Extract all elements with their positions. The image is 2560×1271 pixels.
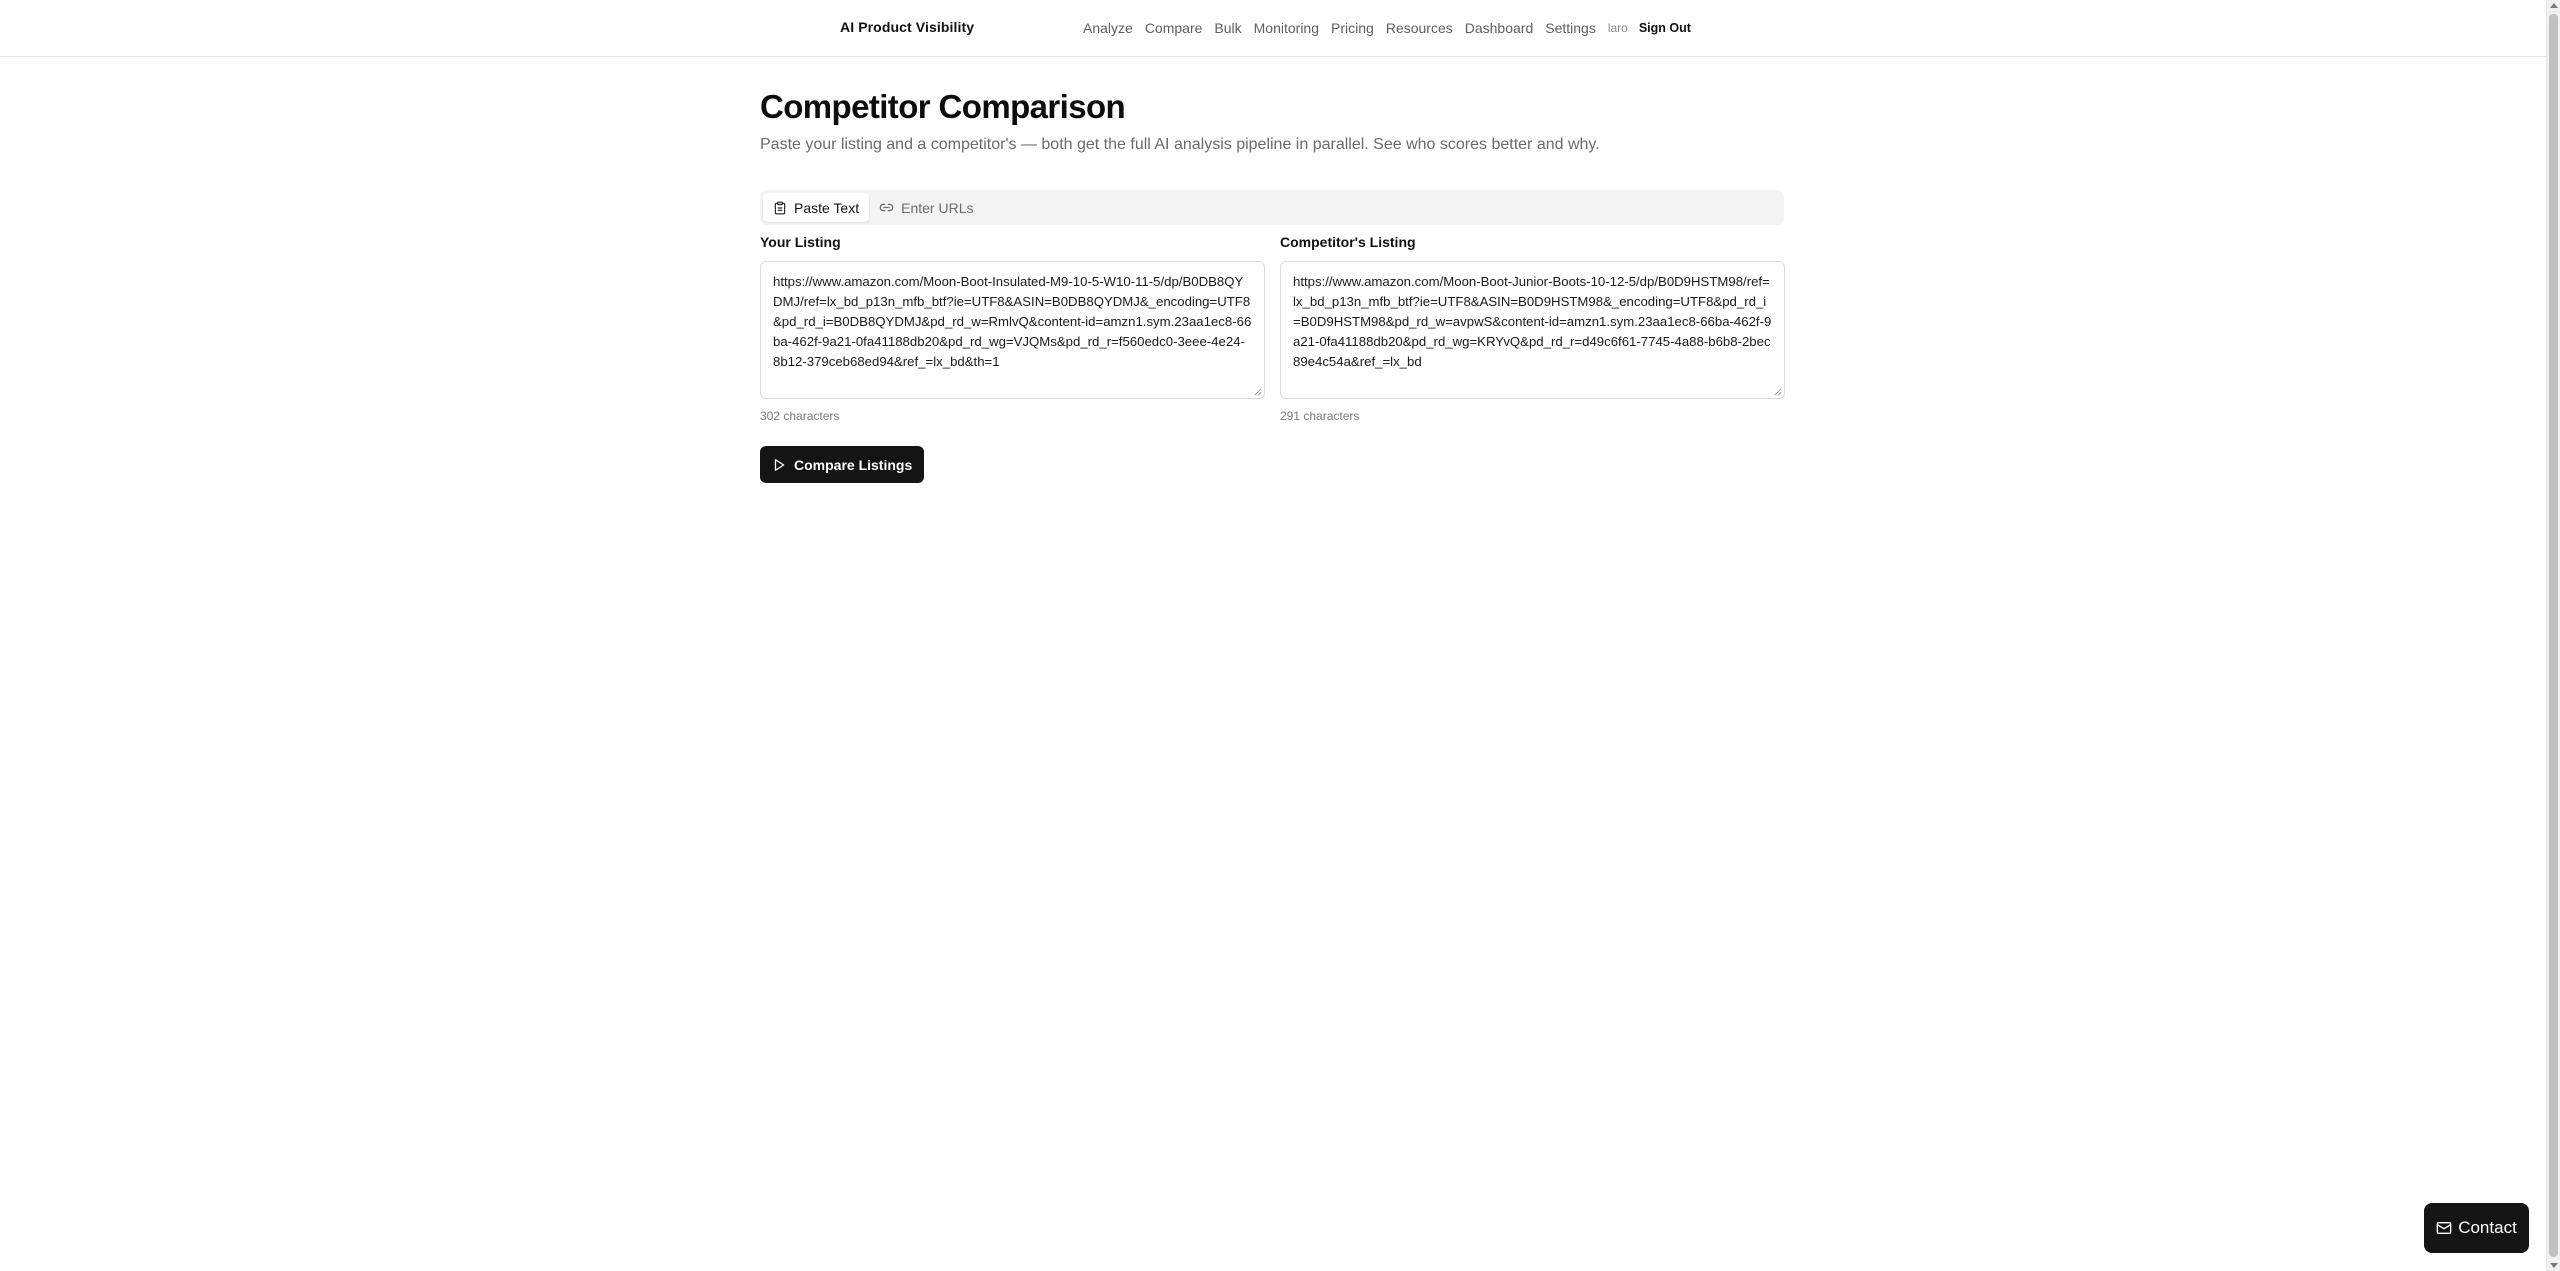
tab-paste-text-label: Paste Text <box>794 199 860 216</box>
top-navbar <box>0 0 2546 57</box>
your-listing-char-count: 302 characters <box>760 409 840 423</box>
tab-paste-text[interactable] <box>763 193 869 222</box>
sign-out-button[interactable]: Sign Out <box>1638 21 1691 35</box>
resize-handle-icon[interactable] <box>1773 387 1782 396</box>
nav-dashboard[interactable]: Dashboard <box>1464 20 1534 36</box>
resize-handle-icon[interactable] <box>1253 387 1262 396</box>
competitor-listing-section <box>1280 234 1785 423</box>
main-nav <box>1083 20 1691 36</box>
page-scrollbar[interactable] <box>2546 0 2560 1271</box>
tab-enter-urls-label: Enter URLs <box>901 199 974 216</box>
contact-button[interactable] <box>2424 1203 2529 1253</box>
tab-enter-urls[interactable] <box>869 193 983 222</box>
nav-resources[interactable]: Resources <box>1385 20 1453 36</box>
clipboard-icon <box>773 201 787 215</box>
competitor-listing-textarea[interactable] <box>1280 261 1785 399</box>
your-listing-section <box>760 234 1265 423</box>
scroll-up-icon[interactable] <box>2550 3 2558 8</box>
nav-monitoring[interactable]: Monitoring <box>1253 20 1320 36</box>
nav-settings[interactable]: Settings <box>1545 20 1596 36</box>
brand-logo-text[interactable]: AI Product Visibility <box>840 19 975 35</box>
your-listing-text: https://www.amazon.com/Moon-Boot-Insulated-M9-10-5-W10-11-5/dp/B0DB8QYDMJ/ref=lx_bd_p13n_mfb_btf?ie=UTF8&ASIN=B0DB8QYDMJ&_encoding=UTF8&pd_rd_i=B0DB8QYDMJ&pd_rd_w=RmlvQ&content-id=amzn1.sym.23aa1ec8-66ba-462f-9a21-0fa41188db20&pd_rd_wg=VJQMs&pd_rd_r=f560edc0-3eee-4e24-8b12-379ceb68ed94&ref_=lx_bd&th=1 <box>773 274 1252 369</box>
competitor-listing-label: Competitor's Listing <box>1280 234 1416 250</box>
compare-listings-button[interactable] <box>760 446 924 483</box>
compare-listings-label: Compare Listings <box>794 456 913 473</box>
nav-pricing[interactable]: Pricing <box>1331 20 1374 36</box>
page-title: Competitor Comparison <box>760 88 1126 125</box>
scroll-down-icon[interactable] <box>2550 1263 2558 1268</box>
page-subtitle: Paste your listing and a competitor's — both get the full AI analysis pipeline in parallel. See who scores better and why. <box>760 136 1600 153</box>
input-mode-tabs <box>760 190 1784 225</box>
nav-analyze[interactable]: Analyze <box>1083 20 1133 36</box>
play-icon <box>772 458 786 472</box>
your-listing-textarea[interactable] <box>760 261 1265 399</box>
nav-compare[interactable]: Compare <box>1144 20 1203 36</box>
your-listing-label: Your Listing <box>760 234 841 250</box>
user-name: laro <box>1607 21 1628 35</box>
nav-bulk[interactable]: Bulk <box>1214 20 1242 36</box>
mail-icon <box>2436 1220 2452 1236</box>
competitor-listing-char-count: 291 characters <box>1280 409 1360 423</box>
link-icon <box>879 200 894 215</box>
competitor-listing-text: https://www.amazon.com/Moon-Boot-Junior-Boots-10-12-5/dp/B0D9HSTM98/ref=lx_bd_p13n_mfb_btf?ie=UTF8&ASIN=B0D9HSTM98&_encoding=UTF8&pd_rd_i=B0D9HSTM98&pd_rd_w=avpwS&content-id=amzn1.sym.23aa1ec8-66ba-462f-9a21-0fa41188db20&pd_rd_wg=KRYvQ&pd_rd_r=d49c6f61-7745-4a88-b6b8-2bec89e4c54a&ref_=lx_bd <box>1293 274 1772 369</box>
contact-label: Contact <box>2458 1218 2517 1237</box>
scroll-thumb[interactable] <box>2549 14 2558 1257</box>
